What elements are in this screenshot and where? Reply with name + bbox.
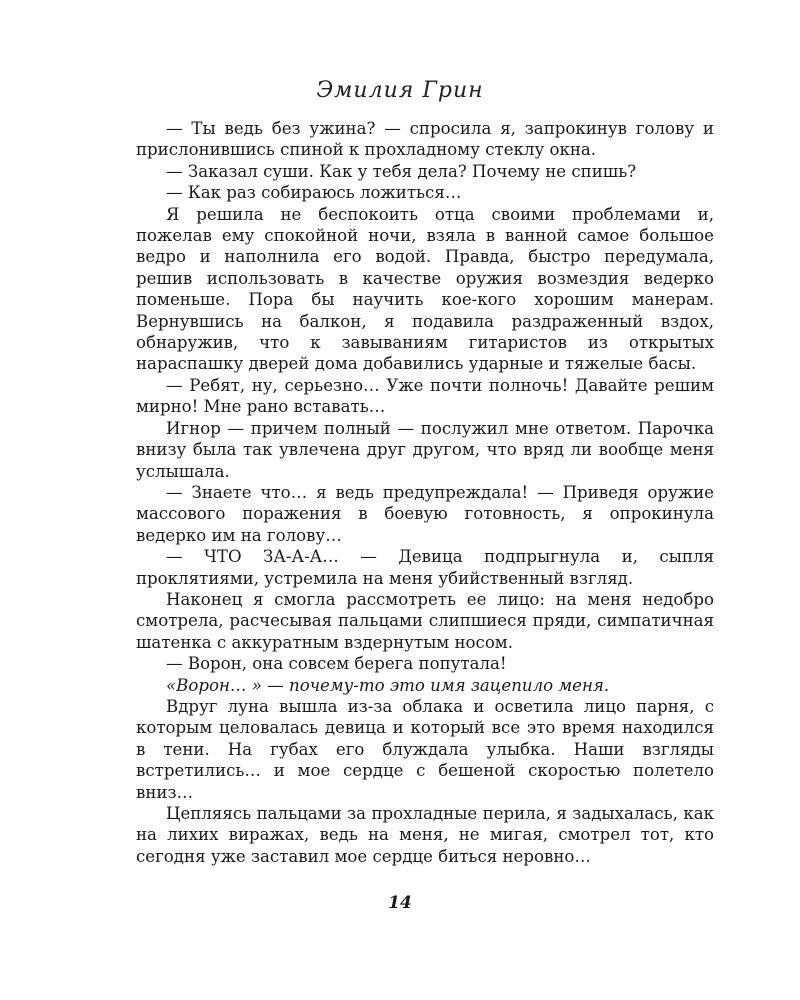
running-header-author: Эмилия Грин	[316, 78, 484, 103]
paragraph: — Знаете что… я ведь предупреждала! — Приведя оружие массового поражения в боевую готовность, я опрокинула ведерко им на голову…	[136, 482, 714, 545]
paragraph: Цепляясь пальцами за прохладные перила, я задыхалась, как на лихих виражах, ведь на меня, не мигая, смотрел тот, кто сегодня уже заставил мое сердце биться неровно…	[136, 804, 714, 866]
paragraph: Я решила не беспокоить отца своими проблемами и, пожелав ему спокойной ночи, взяла в ванной самое большое ведро и наполнила его водой. Правда, быстро передумала, решив использовать в качестве оружия возмездия ведерко поменьше. Пора бы научить кое-кого хорошим манерам. Вернувшись на балкон, я подавила раздраженный вздох, обнаружив, что к завываниям гитаристов из открытых нараспашку дверей дома добавились ударные и тяжелые басы.	[136, 204, 714, 374]
paragraph: — Ворон, она совсем берега попутала!	[166, 654, 507, 674]
paragraph: Наконец я смогла рассмотреть ее лицо: на меня недобро смотрела, расчесывая пальцами слипшиеся пряди, симпатичная шатенка с аккуратным вздернутым носом.	[136, 589, 714, 652]
body-text	[136, 118, 714, 867]
paragraph: — Ребят, ну, серьезно… Уже почти полночь! Давайте решим мирно! Мне рано вставать…	[136, 375, 714, 417]
paragraph-italic-thought: «Ворон… » — почему-то это имя зацепило меня.	[166, 675, 610, 695]
paragraph: — Ты ведь без ужина? — спросила я, запрокинув голову и прислонившись спиной к прохладному стеклу окна.	[136, 119, 714, 160]
paragraph: Вдруг луна вышла из-за облака и осветила лицо парня, с которым целовалась девица и который все это время находился в тени. На губах его блуждала улыбка. Наши взгляды встретились… и мое сердце с бешеной скоростью полетело вниз…	[136, 696, 714, 802]
paragraph: — Заказал суши. Как у тебя дела? Почему не спишь?	[166, 161, 637, 181]
paragraph: — ЧТО ЗА-А-А… — Девица подпрыгнула и, сыпля проклятиями, устремила на меня убийственный взгляд.	[136, 547, 714, 588]
paragraph: Игнор — причем полный — послужил мне ответом. Парочка внизу была так увлечена друг другом, что вряд ли вообще меня услышала.	[136, 418, 714, 481]
paragraph: — Как раз собираюсь ложиться…	[166, 183, 462, 203]
page-number: 14	[388, 893, 412, 913]
